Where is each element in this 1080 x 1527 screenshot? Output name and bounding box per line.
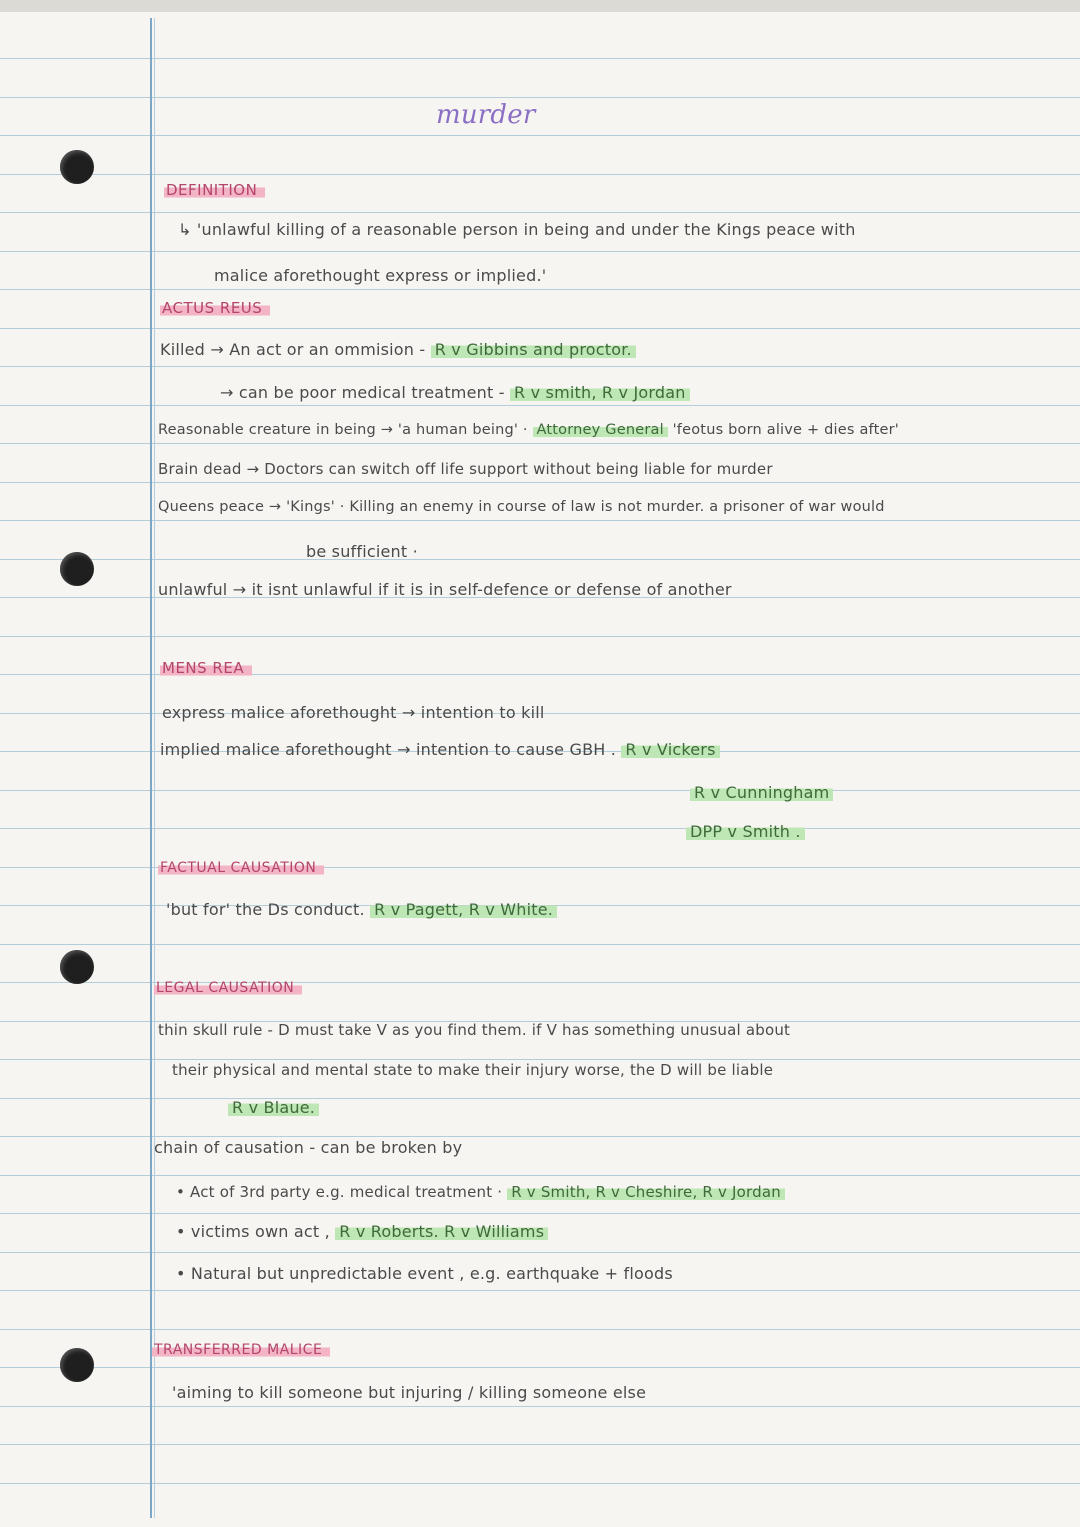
ruled-line — [0, 1213, 1080, 1214]
ruled-line — [0, 1483, 1080, 1484]
ruled-line — [0, 58, 1080, 59]
factual-causation-text: 'but for' the Ds conduct. R v Pagett, R v White. — [166, 900, 557, 920]
ruled-line — [0, 1329, 1080, 1330]
ruled-line — [0, 520, 1080, 521]
page-title: murder — [436, 100, 536, 130]
ruled-line — [0, 1136, 1080, 1137]
ruled-line — [0, 1406, 1080, 1407]
punch-hole — [60, 150, 94, 184]
definition-line-2: malice aforethought express or implied.' — [214, 266, 547, 285]
ruled-line — [0, 212, 1080, 213]
actus-reus-queens-peace-1: Queens peace → 'Kings' · Killing an enemy in course of law is not murder. a prisoner of war would — [158, 499, 885, 515]
ruled-line — [0, 366, 1080, 367]
chain-item-3: • Natural but unpredictable event , e.g. earthquake + floods — [176, 1264, 673, 1283]
actus-reus-brain-dead: Brain dead → Doctors can switch off life support without being liable for murder — [158, 460, 773, 478]
mens-rea-express: express malice aforethought → intention to kill — [162, 703, 545, 722]
ruled-line — [0, 559, 1080, 560]
ruled-line — [0, 636, 1080, 637]
ruled-line — [0, 1290, 1080, 1291]
ruled-line — [0, 289, 1080, 290]
ruled-line — [0, 1252, 1080, 1253]
actus-reus-queens-peace-2: be sufficient · — [306, 542, 418, 561]
punch-hole — [60, 950, 94, 984]
ruled-line — [0, 1444, 1080, 1445]
scan-edge — [0, 0, 1080, 12]
ruled-line — [0, 405, 1080, 406]
ruled-line — [0, 251, 1080, 252]
punch-hole — [60, 1348, 94, 1382]
punch-hole — [60, 552, 94, 586]
ruled-line — [0, 1175, 1080, 1176]
legal-causation-line-1: thin skull rule - D must take V as you find them. if V has something unusual about — [158, 1021, 791, 1039]
heading-definition: DEFINITION — [164, 180, 265, 200]
ruled-line — [0, 790, 1080, 791]
heading-mens-rea: MENS REA — [160, 658, 252, 678]
mens-rea-implied: implied malice aforethought → intention to cause GBH . R v Vickers — [160, 740, 720, 760]
margin-line-inner — [154, 18, 155, 1518]
transferred-malice-text: 'aiming to kill someone but injuring / killing someone else — [172, 1383, 647, 1402]
actus-reus-killed: Killed → An act or an ommision - R v Gibbins and proctor. — [160, 340, 636, 360]
actus-reus-medical: → can be poor medical treatment - R v smith, R v Jordan — [220, 383, 690, 403]
actus-reus-unlawful: unlawful → it isnt unlawful if it is in self-defence or defense of another — [158, 580, 732, 599]
ruled-line — [0, 443, 1080, 444]
legal-causation-case: R v Blaue. — [228, 1098, 319, 1118]
ruled-line — [0, 1367, 1080, 1368]
mens-rea-case-3: DPP v Smith . — [686, 822, 805, 842]
ruled-line — [0, 828, 1080, 829]
margin-line — [150, 18, 152, 1518]
ruled-line — [0, 135, 1080, 136]
heading-actus-reus: ACTUS REUS — [160, 298, 270, 318]
heading-factual-causation: FACTUAL CAUSATION — [158, 858, 324, 878]
ruled-line — [0, 482, 1080, 483]
ruled-line — [0, 1098, 1080, 1099]
ruled-line — [0, 328, 1080, 329]
actus-reus-creature: Reasonable creature in being → 'a human being' · Attorney General 'feotus born alive + dies after' — [158, 422, 899, 438]
ruled-line — [0, 944, 1080, 945]
ruled-line — [0, 97, 1080, 98]
heading-legal-causation: LEGAL CAUSATION — [154, 978, 302, 998]
ruled-line — [0, 174, 1080, 175]
chain-item-1: • Act of 3rd party e.g. medical treatment · R v Smith, R v Cheshire, R v Jordan — [176, 1182, 785, 1202]
chain-of-causation: chain of causation - can be broken by — [154, 1138, 463, 1157]
chain-item-2: • victims own act , R v Roberts. R v Williams — [176, 1222, 548, 1242]
mens-rea-case-2: R v Cunningham — [690, 783, 833, 803]
legal-causation-line-2: their physical and mental state to make their injury worse, the D will be liable — [172, 1061, 774, 1079]
definition-line-1: ↳ 'unlawful killing of a reasonable person in being and under the Kings peace with — [178, 220, 856, 239]
heading-transferred-malice: TRANSFERRED MALICE — [152, 1340, 330, 1360]
